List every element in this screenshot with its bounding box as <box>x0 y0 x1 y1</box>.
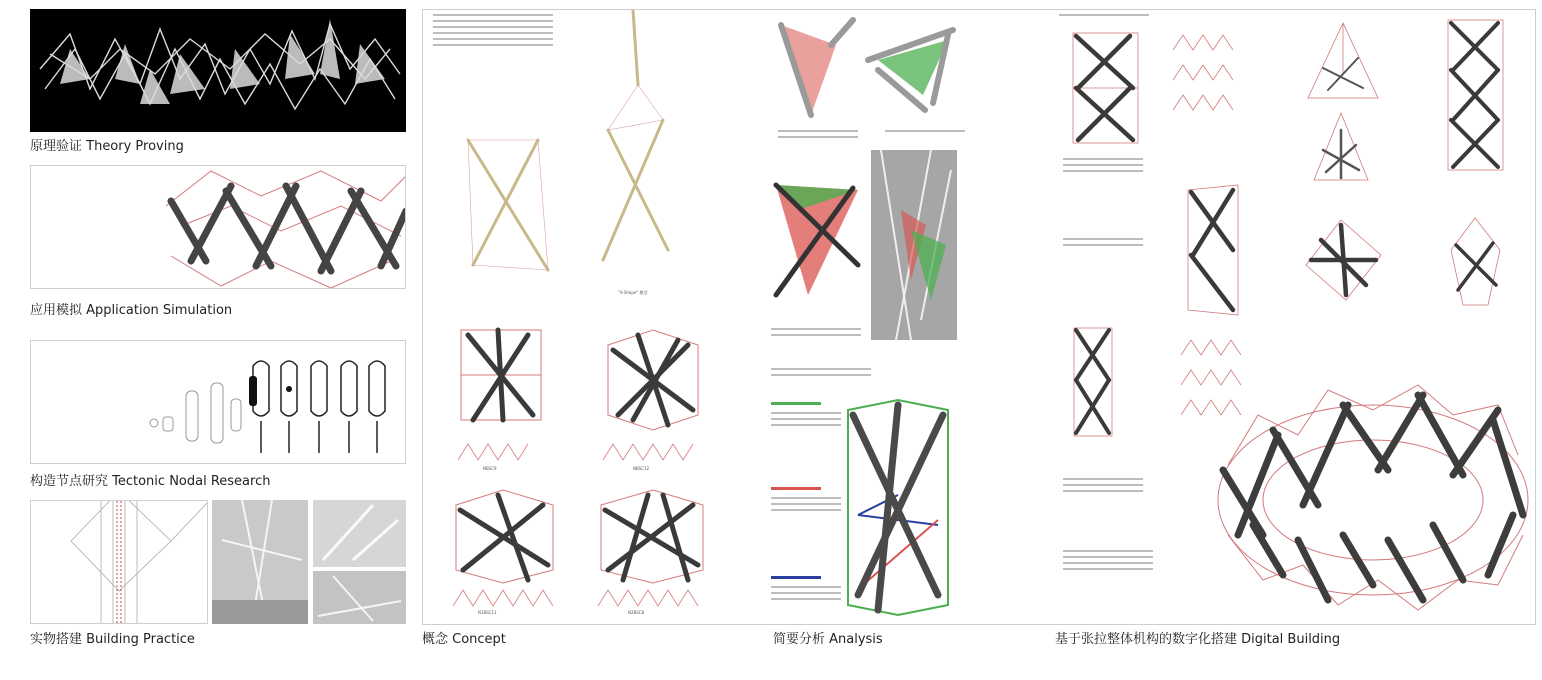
legend-blue-text <box>771 586 841 604</box>
digital-text-2 <box>1063 238 1143 250</box>
concept-n2bsc8-unfold <box>598 588 698 608</box>
concept-n2bsc8-model <box>593 485 713 585</box>
concept-nbsc9-unfold <box>458 442 528 462</box>
practice-elevation-graphic <box>31 501 208 624</box>
digital-tower-model-1 <box>1068 28 1143 148</box>
digital-tower-model-3 <box>1071 325 1116 440</box>
practice-photo-graphic-2 <box>313 500 406 567</box>
caption-building-practice: 实物搭建 Building Practice <box>30 632 195 647</box>
digital-tall-tower-model <box>1443 15 1508 175</box>
practice-photo-graphic-3 <box>313 571 406 624</box>
concept-intro-text <box>433 14 553 50</box>
caption-analysis: 简要分析 Analysis <box>773 632 883 647</box>
concept-label-n1bsc11: N1BSC11 <box>478 610 497 615</box>
analysis-photo <box>871 150 957 340</box>
building-practice-photo-1 <box>212 500 308 624</box>
concept-nbsc12-unfold <box>603 442 693 462</box>
application-simulation-render <box>30 165 406 289</box>
digital-text-1 <box>1063 158 1143 176</box>
concept-label-nbsc9: NBSC9 <box>483 466 497 471</box>
concept-label-nbsc12: NBSC12 <box>633 466 650 471</box>
analysis-green-triangle-diagram <box>863 15 963 115</box>
practice-photo-graphic-1 <box>212 500 308 624</box>
caption-tectonic-nodal-research: 构造节点研究 Tectonic Nodal Research <box>30 474 271 489</box>
legend-blue-swatch <box>771 576 821 579</box>
ring-structure-graphic <box>31 166 406 289</box>
digital-unfold-pattern-1 <box>1173 25 1238 135</box>
concept-nbsc9-model <box>453 325 553 435</box>
analysis-body-text-1 <box>771 328 861 340</box>
concept-nbsc12-model <box>598 325 708 435</box>
concept-n1bsc11-model <box>448 485 563 585</box>
analysis-caption-text-1 <box>778 130 858 142</box>
nodal-research-drawing <box>30 340 406 464</box>
caption-concept: 概念 Concept <box>422 632 506 647</box>
concept-label-n2bsc8: N2BSC8 <box>628 610 645 615</box>
legend-red-swatch <box>771 487 821 490</box>
theory-proving-photo <box>30 9 406 132</box>
digital-octa-model <box>1301 215 1386 305</box>
digital-intro-text <box>1059 14 1149 20</box>
digital-ring-structure <box>1208 375 1536 620</box>
concept-tall-stick-model <box>593 10 683 270</box>
digital-tetra-model-2 <box>1311 110 1371 190</box>
digital-tetra-model-1 <box>1303 18 1383 108</box>
analysis-red-green-planes <box>768 170 863 310</box>
building-practice-drawing <box>30 500 208 624</box>
digital-small-tower-model <box>1448 215 1503 310</box>
node-elevations-graphic <box>31 341 406 464</box>
building-practice-photo-3 <box>313 571 406 624</box>
legend-green-text <box>771 412 841 430</box>
digital-tower-model-2 <box>1183 180 1243 320</box>
building-practice-photo-2 <box>313 500 406 567</box>
legend-green-swatch <box>771 402 821 405</box>
main-board <box>422 9 1536 625</box>
concept-n1bsc11-unfold <box>453 588 553 608</box>
analysis-red-triangle-diagram <box>771 15 861 125</box>
caption-application-simulation: 应用模拟 Application Simulation <box>30 303 233 318</box>
caption-theory-proving: 原理验证 Theory Proving <box>30 139 184 154</box>
concept-xshape-stick-model <box>453 130 583 290</box>
analysis-photo-graphic <box>871 150 957 340</box>
analysis-colored-prism <box>838 395 958 620</box>
digital-text-3 <box>1063 478 1143 496</box>
caption-digital-building: 基于张拉整体机构的数字化搭建 Digital Building <box>1055 632 1341 647</box>
digital-text-4 <box>1063 550 1153 574</box>
analysis-body-text-2 <box>771 368 871 380</box>
theory-model-graphic <box>30 9 406 132</box>
legend-red-text <box>771 497 841 515</box>
analysis-caption-text-2 <box>885 130 965 136</box>
concept-label-xshape: "X-Shape" 模型 <box>618 290 648 295</box>
